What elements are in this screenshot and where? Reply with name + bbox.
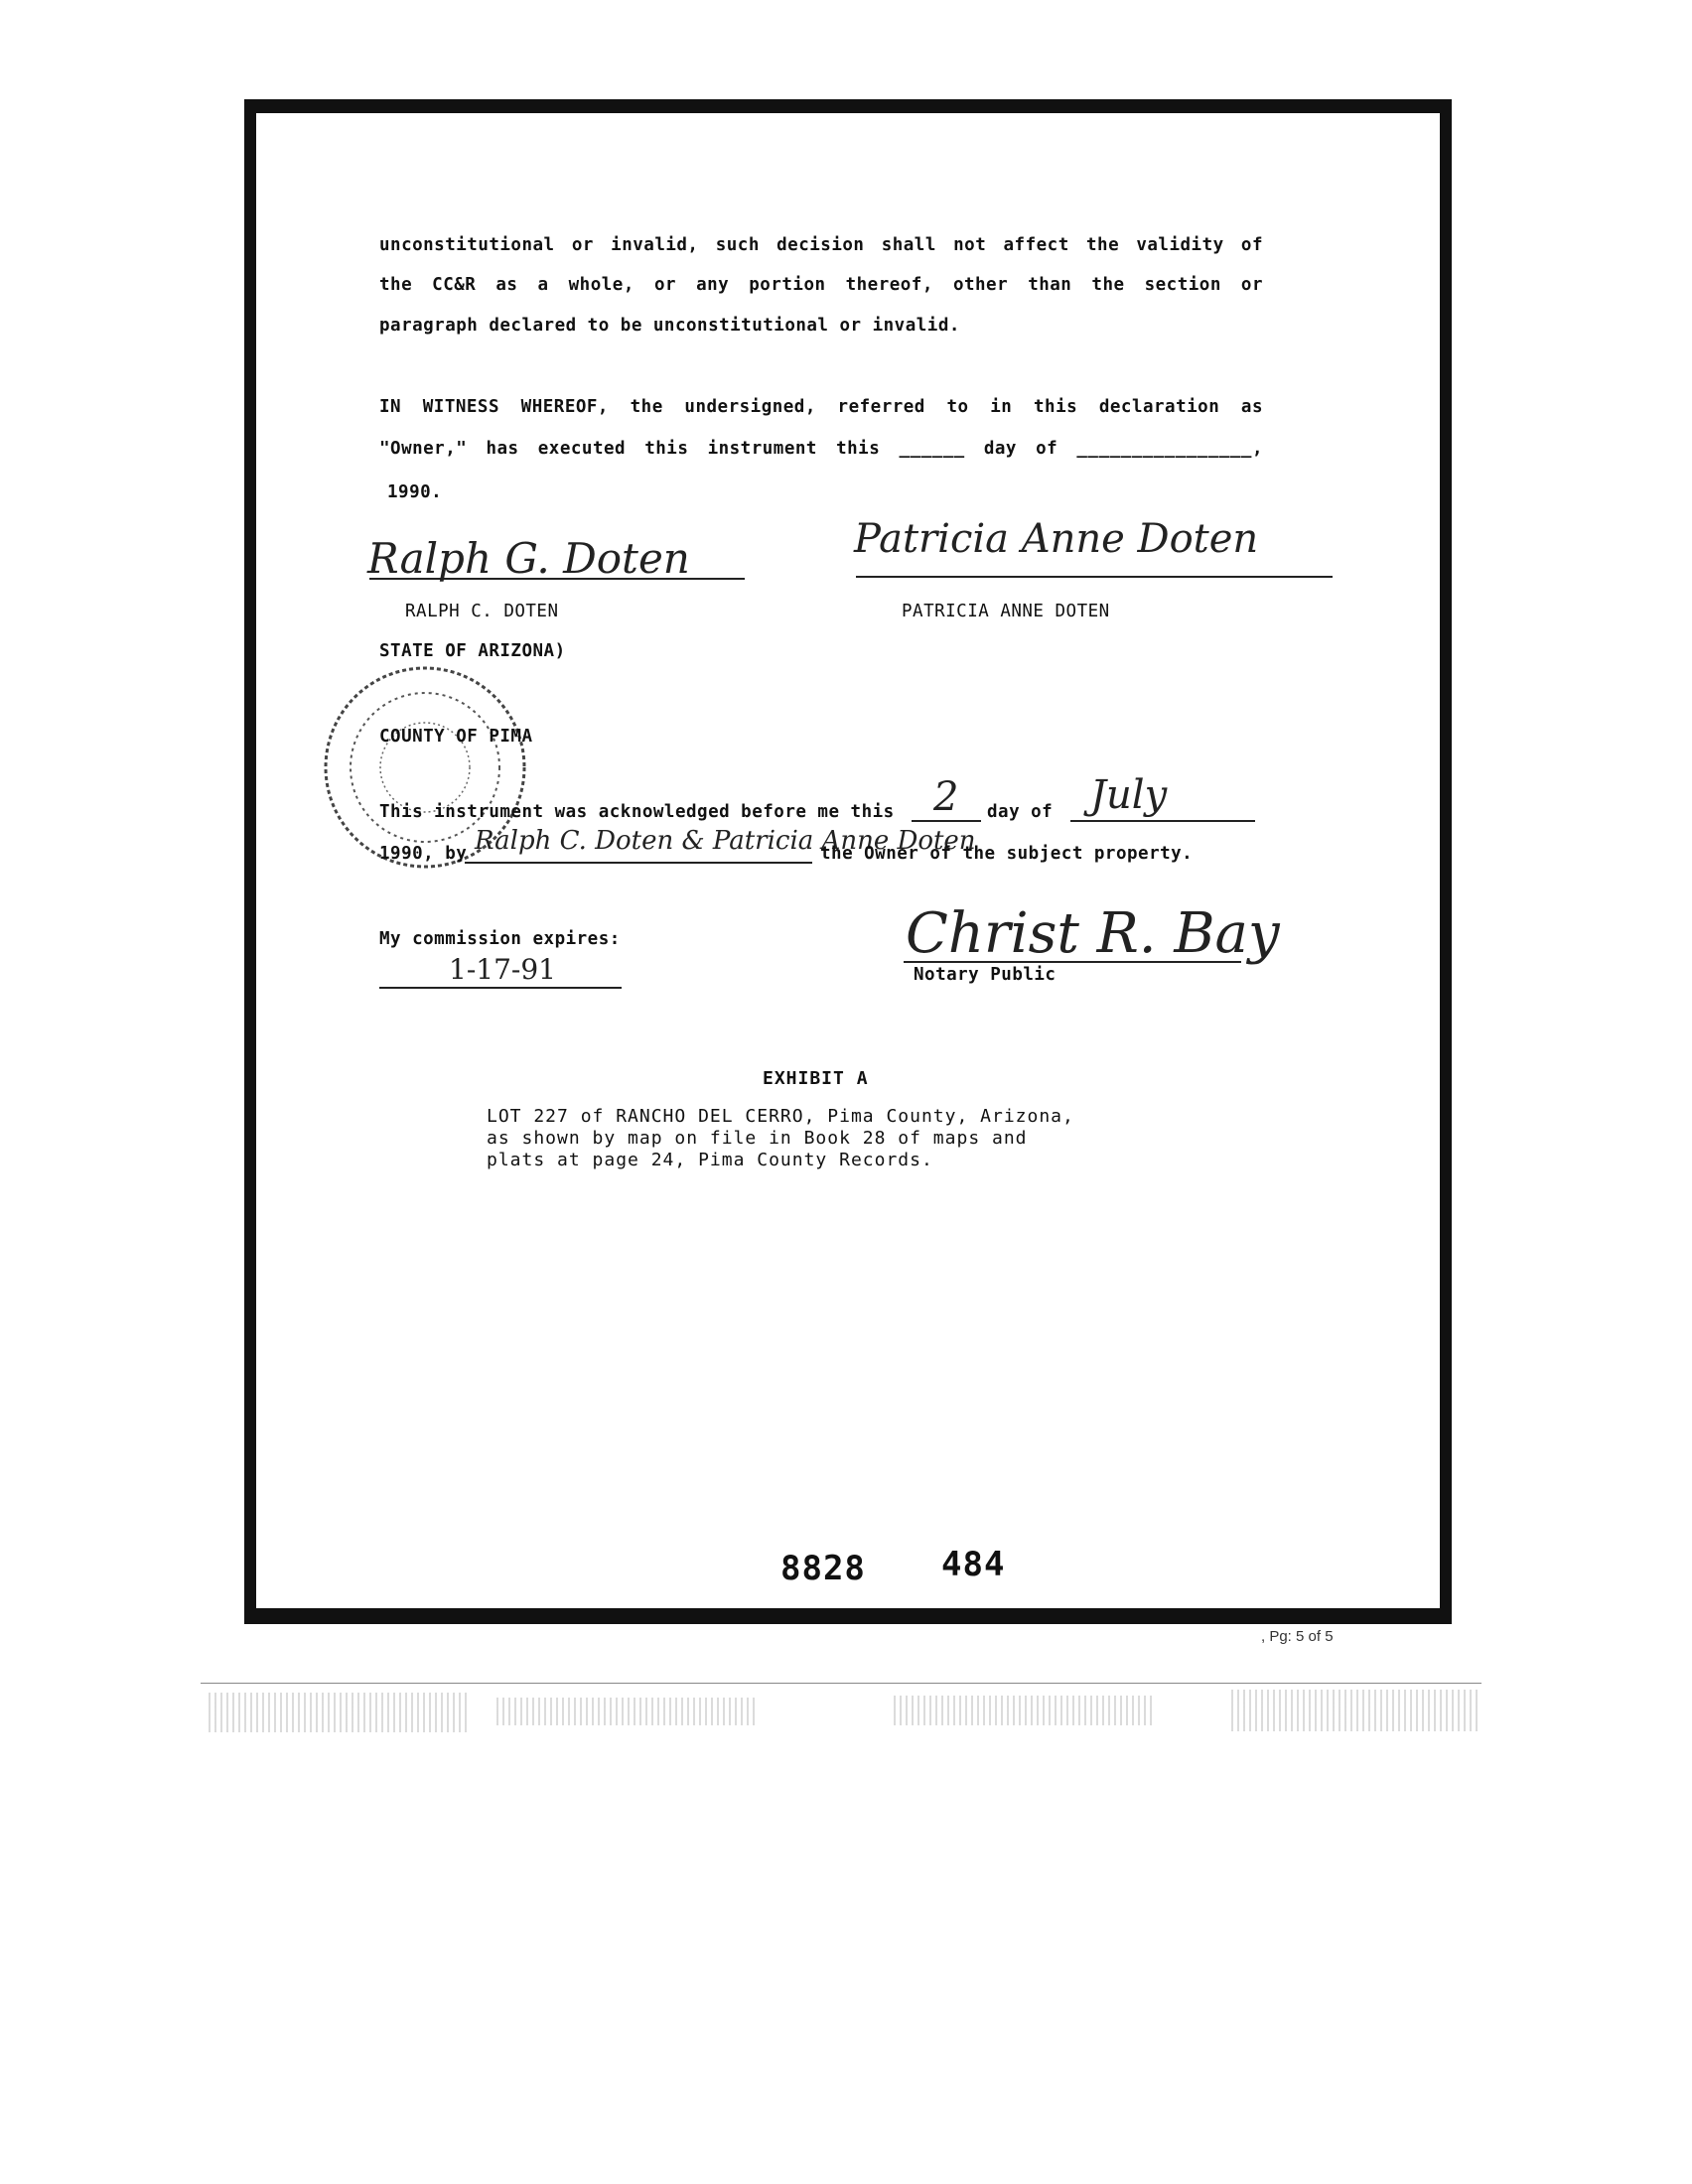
owner2-signature-line <box>856 576 1333 578</box>
ack-by-names: Ralph C. Doten & Patricia Anne Doten <box>475 826 976 856</box>
exhibit-line-2: as shown by map on file in Book 28 of maps and <box>487 1128 1028 1149</box>
page-reference: , Pg: 5 of 5 <box>1261 1628 1334 1645</box>
ack-suffix: the Owner of the subject property. <box>820 844 1194 864</box>
ack-dayof: day of <box>987 802 1054 822</box>
exhibit-title: EXHIBIT A <box>763 1068 869 1089</box>
ack-day-line <box>912 820 981 822</box>
scan-noise-left <box>209 1693 467 1732</box>
scan-noise-mid-right <box>894 1696 1152 1725</box>
ack-by-line <box>465 862 812 864</box>
exhibit-line-1: LOT 227 of RANCHO DEL CERRO, Pima County, Arizona, <box>487 1106 1074 1127</box>
notary-county: COUNTY OF PIMA <box>379 727 533 747</box>
exhibit-line-3: plats at page 24, Pima County Records. <box>487 1150 933 1170</box>
scan-noise-mid <box>496 1698 755 1725</box>
ack-month: July <box>1090 772 1168 818</box>
owner2-name: PATRICIA ANNE DOTEN <box>902 602 1110 621</box>
ack-year-prefix: 1990, by <box>379 844 468 864</box>
commission-label: My commission expires: <box>379 929 621 949</box>
scan-noise-right <box>1231 1690 1480 1731</box>
notary-signature: Christ R. Bay <box>906 901 1280 966</box>
notary-signature-line <box>904 961 1241 963</box>
witness-year: 1990. <box>387 482 443 502</box>
owner1-signature: Ralph G. Doten <box>367 534 690 583</box>
owner1-signature-line <box>369 578 745 580</box>
owner2-signature: Patricia Anne Doten <box>854 516 1259 562</box>
notary-label: Notary Public <box>914 965 1057 985</box>
ack-prefix: This instrument was acknowledged before me this <box>379 802 895 822</box>
witness-line-1: IN WITNESS WHEREOF, the undersigned, referred to in this declaration as <box>379 397 1263 417</box>
ack-day: 2 <box>933 774 959 820</box>
record-book-number: 8828 <box>780 1549 866 1588</box>
witness-line-2: "Owner," has executed this instrument this ______ day of ________________, <box>379 439 1263 459</box>
ack-month-line <box>1070 820 1255 822</box>
record-page-number: 484 <box>941 1545 1006 1584</box>
commission-date-line <box>379 987 622 989</box>
owner1-name: RALPH C. DOTEN <box>405 602 559 621</box>
body-line-3: paragraph declared to be unconstitutional or invalid. <box>379 316 960 336</box>
footer-divider <box>201 1683 1481 1684</box>
body-line-2: the CC&R as a whole, or any portion thereof, other than the section or <box>379 275 1263 295</box>
commission-date: 1-17-91 <box>449 953 556 986</box>
notary-state: STATE OF ARIZONA) <box>379 641 566 661</box>
body-line-1: unconstitutional or invalid, such decision shall not affect the validity of <box>379 235 1263 255</box>
